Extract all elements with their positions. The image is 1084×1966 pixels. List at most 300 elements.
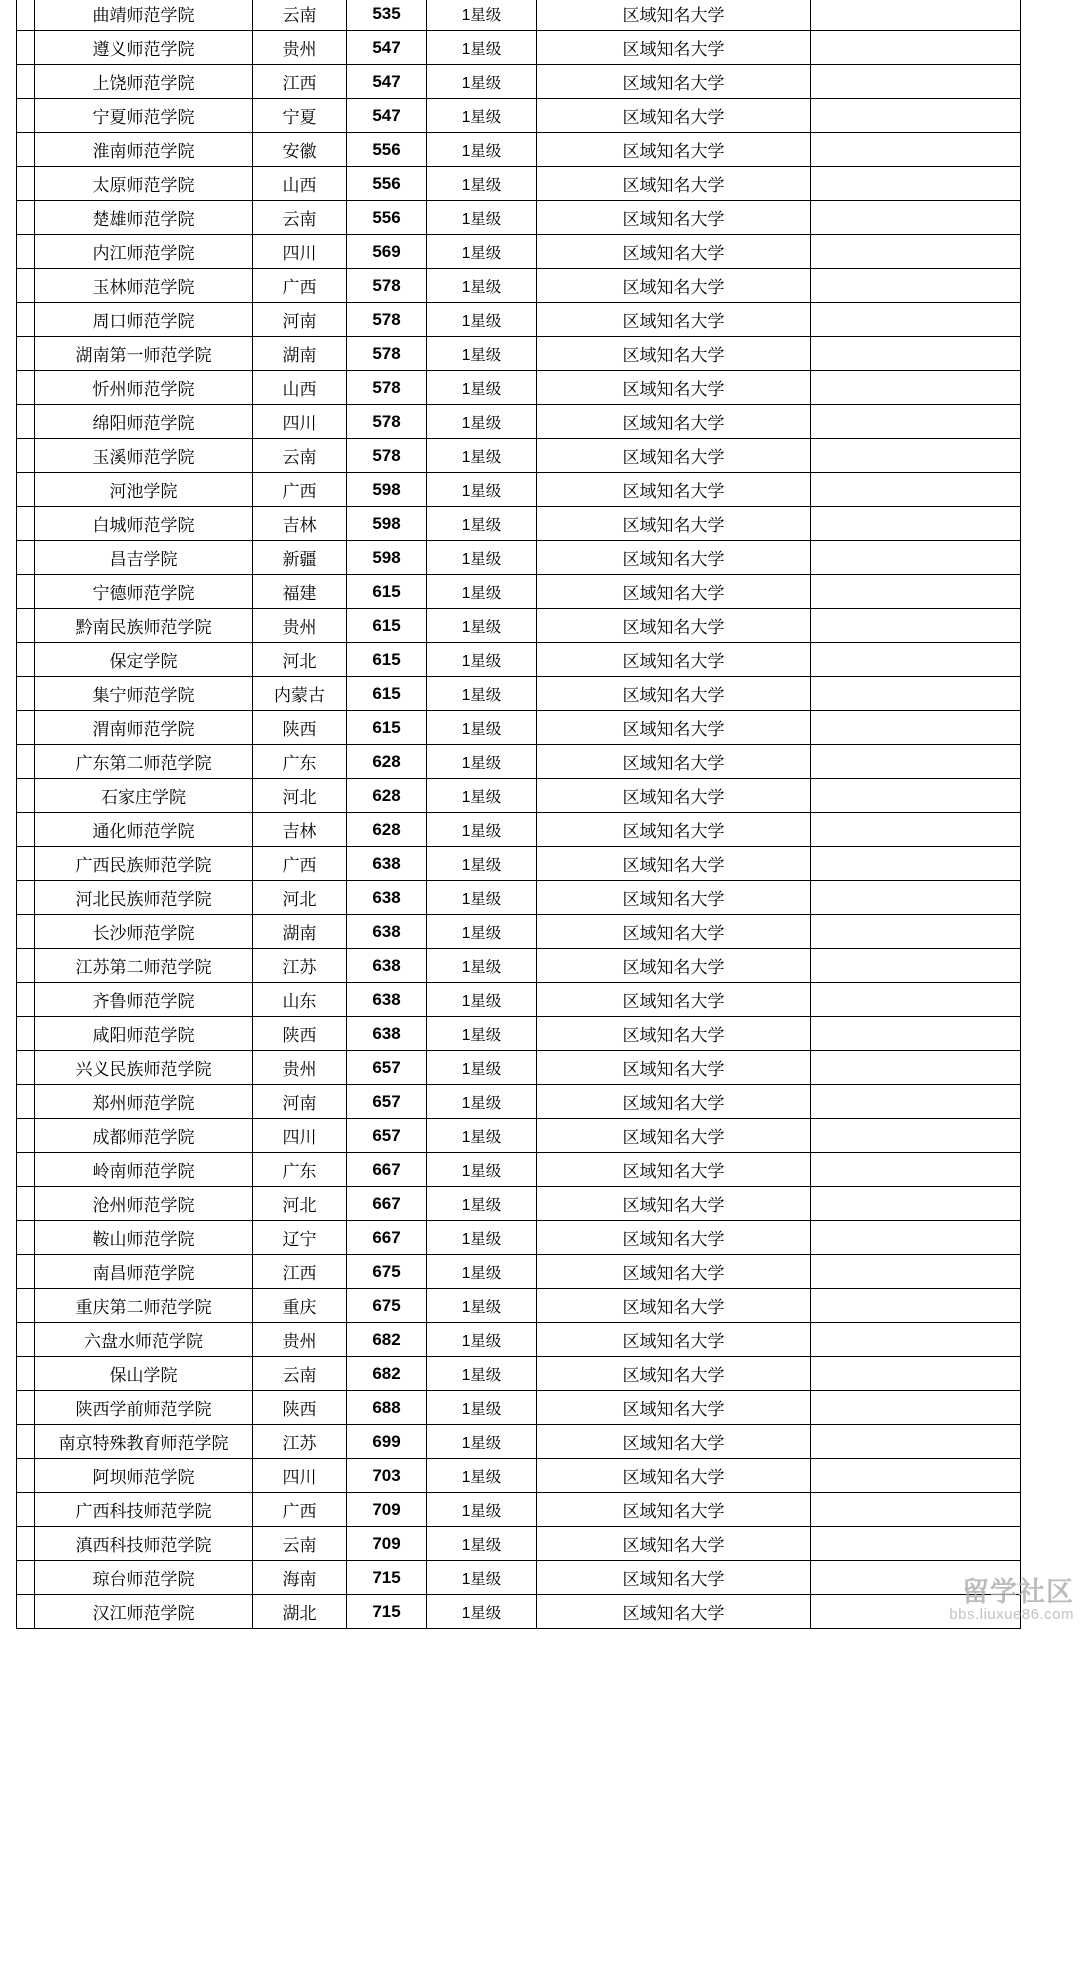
cell-national-rank: 682 (347, 1357, 427, 1391)
cell-province: 贵州 (253, 609, 347, 643)
cell-national-rank: 628 (347, 779, 427, 813)
cell-star-rating: 1星级 (427, 1357, 537, 1391)
cell-empty (811, 303, 1021, 337)
cell-national-rank: 598 (347, 473, 427, 507)
cell-school-name: 鞍山师范学院 (35, 1221, 253, 1255)
row-marker (17, 303, 35, 337)
cell-school-type: 区域知名大学 (537, 1357, 811, 1391)
cell-star-rating: 1星级 (427, 1221, 537, 1255)
table-row (17, 847, 1021, 881)
cell-school-type: 区域知名大学 (537, 1493, 811, 1527)
cell-star-rating: 1星级 (427, 643, 537, 677)
cell-star-rating: 1星级 (427, 303, 537, 337)
cell-empty (811, 813, 1021, 847)
table-row (17, 1561, 1021, 1595)
row-marker (17, 1425, 35, 1459)
cell-national-rank: 556 (347, 133, 427, 167)
cell-school-type: 区域知名大学 (537, 473, 811, 507)
cell-province: 吉林 (253, 813, 347, 847)
cell-empty (811, 1221, 1021, 1255)
cell-province: 云南 (253, 0, 347, 31)
cell-empty (811, 31, 1021, 65)
cell-province: 湖南 (253, 337, 347, 371)
cell-school-type: 区域知名大学 (537, 1221, 811, 1255)
table-row (17, 1051, 1021, 1085)
cell-star-rating: 1星级 (427, 1425, 537, 1459)
row-marker (17, 983, 35, 1017)
cell-national-rank: 615 (347, 575, 427, 609)
cell-school-type: 区域知名大学 (537, 575, 811, 609)
cell-national-rank: 547 (347, 65, 427, 99)
cell-school-name: 玉溪师范学院 (35, 439, 253, 473)
row-marker (17, 337, 35, 371)
row-marker (17, 65, 35, 99)
cell-empty (811, 371, 1021, 405)
cell-school-name: 忻州师范学院 (35, 371, 253, 405)
cell-school-name: 石家庄学院 (35, 779, 253, 813)
cell-school-type: 区域知名大学 (537, 881, 811, 915)
cell-star-rating: 1星级 (427, 1527, 537, 1561)
cell-province: 江苏 (253, 1425, 347, 1459)
cell-school-type: 区域知名大学 (537, 1289, 811, 1323)
cell-star-rating: 1星级 (427, 507, 537, 541)
cell-school-name: 淮南师范学院 (35, 133, 253, 167)
cell-star-rating: 1星级 (427, 1017, 537, 1051)
table-row (17, 0, 1021, 31)
cell-school-type: 区域知名大学 (537, 745, 811, 779)
cell-province: 河北 (253, 881, 347, 915)
cell-star-rating: 1星级 (427, 99, 537, 133)
cell-empty (811, 1119, 1021, 1153)
row-marker (17, 201, 35, 235)
cell-school-name: 广西科技师范学院 (35, 1493, 253, 1527)
cell-school-type: 区域知名大学 (537, 541, 811, 575)
cell-school-name: 保山学院 (35, 1357, 253, 1391)
cell-star-rating: 1星级 (427, 1289, 537, 1323)
table-row (17, 1221, 1021, 1255)
table-row (17, 983, 1021, 1017)
cell-star-rating: 1星级 (427, 813, 537, 847)
cell-star-rating: 1星级 (427, 201, 537, 235)
cell-national-rank: 657 (347, 1085, 427, 1119)
cell-star-rating: 1星级 (427, 167, 537, 201)
cell-province: 宁夏 (253, 99, 347, 133)
cell-school-name: 河北民族师范学院 (35, 881, 253, 915)
cell-province: 广西 (253, 269, 347, 303)
cell-school-name: 宁夏师范学院 (35, 99, 253, 133)
cell-star-rating: 1星级 (427, 1085, 537, 1119)
row-marker (17, 1561, 35, 1595)
cell-empty (811, 1425, 1021, 1459)
cell-school-type: 区域知名大学 (537, 643, 811, 677)
cell-star-rating: 1星级 (427, 1323, 537, 1357)
cell-school-type: 区域知名大学 (537, 235, 811, 269)
row-marker (17, 99, 35, 133)
table-row (17, 507, 1021, 541)
cell-empty (811, 1357, 1021, 1391)
row-marker (17, 167, 35, 201)
cell-province: 内蒙古 (253, 677, 347, 711)
cell-empty (811, 1085, 1021, 1119)
cell-school-name: 重庆第二师范学院 (35, 1289, 253, 1323)
cell-school-name: 兴义民族师范学院 (35, 1051, 253, 1085)
cell-province: 陕西 (253, 1017, 347, 1051)
table-row (17, 575, 1021, 609)
cell-school-name: 黔南民族师范学院 (35, 609, 253, 643)
table-row (17, 609, 1021, 643)
cell-school-type: 区域知名大学 (537, 167, 811, 201)
cell-star-rating: 1星级 (427, 269, 537, 303)
table-row (17, 269, 1021, 303)
cell-empty (811, 779, 1021, 813)
cell-empty (811, 949, 1021, 983)
table-row (17, 677, 1021, 711)
cell-school-type: 区域知名大学 (537, 439, 811, 473)
cell-national-rank: 667 (347, 1187, 427, 1221)
table-row (17, 1595, 1021, 1629)
cell-school-name: 咸阳师范学院 (35, 1017, 253, 1051)
cell-province: 陕西 (253, 711, 347, 745)
table-row (17, 541, 1021, 575)
cell-national-rank: 638 (347, 847, 427, 881)
cell-school-type: 区域知名大学 (537, 1425, 811, 1459)
cell-school-type: 区域知名大学 (537, 1187, 811, 1221)
table-row (17, 337, 1021, 371)
row-marker (17, 1289, 35, 1323)
cell-school-type: 区域知名大学 (537, 0, 811, 31)
cell-school-name: 遵义师范学院 (35, 31, 253, 65)
cell-school-type: 区域知名大学 (537, 949, 811, 983)
row-marker (17, 1595, 35, 1629)
cell-national-rank: 657 (347, 1051, 427, 1085)
cell-school-name: 保定学院 (35, 643, 253, 677)
cell-empty (811, 541, 1021, 575)
cell-national-rank: 578 (347, 405, 427, 439)
cell-star-rating: 1星级 (427, 881, 537, 915)
cell-star-rating: 1星级 (427, 31, 537, 65)
cell-empty (811, 609, 1021, 643)
table-row (17, 303, 1021, 337)
table-row (17, 473, 1021, 507)
table-row (17, 99, 1021, 133)
cell-school-name: 集宁师范学院 (35, 677, 253, 711)
cell-empty (811, 0, 1021, 31)
cell-school-type: 区域知名大学 (537, 711, 811, 745)
table-row (17, 881, 1021, 915)
table-row (17, 235, 1021, 269)
cell-school-name: 湖南第一师范学院 (35, 337, 253, 371)
cell-star-rating: 1星级 (427, 575, 537, 609)
cell-star-rating: 1星级 (427, 439, 537, 473)
cell-national-rank: 657 (347, 1119, 427, 1153)
cell-school-type: 区域知名大学 (537, 1017, 811, 1051)
table-row (17, 371, 1021, 405)
cell-empty (811, 1255, 1021, 1289)
row-marker (17, 813, 35, 847)
cell-school-type: 区域知名大学 (537, 1527, 811, 1561)
row-marker (17, 847, 35, 881)
cell-school-type: 区域知名大学 (537, 1561, 811, 1595)
cell-national-rank: 675 (347, 1255, 427, 1289)
cell-national-rank: 638 (347, 949, 427, 983)
cell-province: 河北 (253, 643, 347, 677)
cell-province: 新疆 (253, 541, 347, 575)
row-marker (17, 439, 35, 473)
cell-empty (811, 677, 1021, 711)
cell-national-rank: 547 (347, 99, 427, 133)
cell-national-rank: 615 (347, 609, 427, 643)
cell-school-type: 区域知名大学 (537, 1323, 811, 1357)
cell-national-rank: 615 (347, 643, 427, 677)
cell-school-name: 河池学院 (35, 473, 253, 507)
cell-star-rating: 1星级 (427, 0, 537, 31)
row-marker (17, 1527, 35, 1561)
cell-province: 四川 (253, 235, 347, 269)
table-row (17, 439, 1021, 473)
row-marker (17, 1017, 35, 1051)
cell-empty (811, 1051, 1021, 1085)
row-marker (17, 1153, 35, 1187)
cell-national-rank: 715 (347, 1561, 427, 1595)
table-row (17, 1187, 1021, 1221)
cell-province: 云南 (253, 1527, 347, 1561)
cell-school-name: 玉林师范学院 (35, 269, 253, 303)
cell-national-rank: 709 (347, 1493, 427, 1527)
row-marker (17, 575, 35, 609)
cell-province: 云南 (253, 1357, 347, 1391)
cell-empty (811, 711, 1021, 745)
table-row (17, 1085, 1021, 1119)
cell-empty (811, 235, 1021, 269)
cell-empty (811, 1391, 1021, 1425)
row-marker (17, 1323, 35, 1357)
cell-empty (811, 405, 1021, 439)
row-marker (17, 133, 35, 167)
cell-school-name: 长沙师范学院 (35, 915, 253, 949)
cell-star-rating: 1星级 (427, 405, 537, 439)
cell-province: 广西 (253, 1493, 347, 1527)
row-marker (17, 677, 35, 711)
cell-star-rating: 1星级 (427, 1255, 537, 1289)
cell-school-name: 成都师范学院 (35, 1119, 253, 1153)
cell-national-rank: 569 (347, 235, 427, 269)
row-marker (17, 235, 35, 269)
watermark-url: bbs.liuxue86.com (949, 1606, 1074, 1623)
cell-star-rating: 1星级 (427, 1153, 537, 1187)
row-marker (17, 881, 35, 915)
row-marker (17, 507, 35, 541)
cell-province: 海南 (253, 1561, 347, 1595)
table-row (17, 711, 1021, 745)
cell-school-name: 白城师范学院 (35, 507, 253, 541)
cell-school-name: 楚雄师范学院 (35, 201, 253, 235)
cell-province: 福建 (253, 575, 347, 609)
cell-province: 山西 (253, 371, 347, 405)
cell-school-name: 南京特殊教育师范学院 (35, 1425, 253, 1459)
cell-empty (811, 745, 1021, 779)
cell-school-type: 区域知名大学 (537, 371, 811, 405)
cell-province: 山东 (253, 983, 347, 1017)
row-marker (17, 473, 35, 507)
row-marker (17, 711, 35, 745)
cell-school-name: 广西民族师范学院 (35, 847, 253, 881)
cell-school-name: 周口师范学院 (35, 303, 253, 337)
cell-empty (811, 1187, 1021, 1221)
table-row (17, 167, 1021, 201)
table-row (17, 1357, 1021, 1391)
cell-province: 广西 (253, 473, 347, 507)
cell-empty (811, 1017, 1021, 1051)
cell-province: 河南 (253, 1085, 347, 1119)
table-row (17, 1017, 1021, 1051)
cell-star-rating: 1星级 (427, 541, 537, 575)
cell-national-rank: 615 (347, 677, 427, 711)
cell-school-type: 区域知名大学 (537, 1119, 811, 1153)
cell-school-name: 岭南师范学院 (35, 1153, 253, 1187)
row-marker (17, 949, 35, 983)
cell-province: 云南 (253, 439, 347, 473)
table-row (17, 813, 1021, 847)
cell-national-rank: 638 (347, 915, 427, 949)
row-marker (17, 1391, 35, 1425)
cell-empty (811, 133, 1021, 167)
cell-empty (811, 473, 1021, 507)
cell-empty (811, 269, 1021, 303)
cell-star-rating: 1星级 (427, 65, 537, 99)
cell-star-rating: 1星级 (427, 745, 537, 779)
row-marker (17, 915, 35, 949)
cell-school-type: 区域知名大学 (537, 507, 811, 541)
cell-national-rank: 715 (347, 1595, 427, 1629)
cell-star-rating: 1星级 (427, 1595, 537, 1629)
cell-national-rank: 547 (347, 31, 427, 65)
cell-national-rank: 703 (347, 1459, 427, 1493)
cell-star-rating: 1星级 (427, 915, 537, 949)
table-row (17, 65, 1021, 99)
cell-school-type: 区域知名大学 (537, 1595, 811, 1629)
table-row (17, 1425, 1021, 1459)
cell-school-name: 六盘水师范学院 (35, 1323, 253, 1357)
cell-school-type: 区域知名大学 (537, 609, 811, 643)
row-marker (17, 1085, 35, 1119)
cell-national-rank: 578 (347, 371, 427, 405)
table-row (17, 405, 1021, 439)
cell-school-type: 区域知名大学 (537, 915, 811, 949)
table-row (17, 779, 1021, 813)
cell-school-type: 区域知名大学 (537, 65, 811, 99)
cell-empty (811, 643, 1021, 677)
cell-province: 四川 (253, 405, 347, 439)
cell-school-type: 区域知名大学 (537, 1391, 811, 1425)
cell-school-name: 太原师范学院 (35, 167, 253, 201)
cell-national-rank: 638 (347, 881, 427, 915)
cell-school-name: 琼台师范学院 (35, 1561, 253, 1595)
cell-province: 吉林 (253, 507, 347, 541)
row-marker (17, 1357, 35, 1391)
university-ranking-table (16, 0, 1021, 1629)
cell-school-name: 齐鲁师范学院 (35, 983, 253, 1017)
cell-province: 广西 (253, 847, 347, 881)
row-marker (17, 1221, 35, 1255)
cell-national-rank: 598 (347, 541, 427, 575)
cell-school-type: 区域知名大学 (537, 31, 811, 65)
cell-star-rating: 1星级 (427, 1051, 537, 1085)
table-row (17, 1527, 1021, 1561)
cell-national-rank: 667 (347, 1153, 427, 1187)
table-row (17, 1289, 1021, 1323)
cell-empty (811, 1153, 1021, 1187)
cell-school-type: 区域知名大学 (537, 201, 811, 235)
cell-school-name: 汉江师范学院 (35, 1595, 253, 1629)
cell-province: 山西 (253, 167, 347, 201)
cell-empty (811, 507, 1021, 541)
cell-school-name: 陕西学前师范学院 (35, 1391, 253, 1425)
cell-school-type: 区域知名大学 (537, 813, 811, 847)
cell-national-rank: 578 (347, 269, 427, 303)
cell-star-rating: 1星级 (427, 235, 537, 269)
cell-empty (811, 201, 1021, 235)
cell-national-rank: 667 (347, 1221, 427, 1255)
row-marker (17, 1459, 35, 1493)
cell-empty (811, 881, 1021, 915)
cell-school-name: 沧州师范学院 (35, 1187, 253, 1221)
cell-province: 广东 (253, 745, 347, 779)
cell-province: 河北 (253, 779, 347, 813)
cell-province: 江苏 (253, 949, 347, 983)
cell-school-type: 区域知名大学 (537, 303, 811, 337)
cell-star-rating: 1星级 (427, 949, 537, 983)
cell-national-rank: 535 (347, 0, 427, 31)
cell-school-type: 区域知名大学 (537, 337, 811, 371)
table-row (17, 1391, 1021, 1425)
table-row (17, 643, 1021, 677)
cell-province: 贵州 (253, 31, 347, 65)
cell-empty (811, 167, 1021, 201)
cell-province: 广东 (253, 1153, 347, 1187)
cell-school-type: 区域知名大学 (537, 1051, 811, 1085)
cell-school-type: 区域知名大学 (537, 983, 811, 1017)
cell-star-rating: 1星级 (427, 1561, 537, 1595)
cell-province: 江西 (253, 65, 347, 99)
table-row (17, 201, 1021, 235)
watermark-title: 留学社区 (962, 1576, 1074, 1607)
cell-star-rating: 1星级 (427, 371, 537, 405)
cell-empty (811, 1561, 1021, 1595)
cell-national-rank: 628 (347, 745, 427, 779)
cell-school-name: 昌吉学院 (35, 541, 253, 575)
cell-school-type: 区域知名大学 (537, 847, 811, 881)
cell-star-rating: 1星级 (427, 337, 537, 371)
cell-school-type: 区域知名大学 (537, 779, 811, 813)
cell-province: 安徽 (253, 133, 347, 167)
cell-empty (811, 99, 1021, 133)
cell-school-name: 滇西科技师范学院 (35, 1527, 253, 1561)
cell-national-rank: 638 (347, 983, 427, 1017)
table-body (17, 0, 1021, 1629)
cell-empty (811, 1459, 1021, 1493)
cell-national-rank: 578 (347, 303, 427, 337)
cell-empty (811, 1595, 1021, 1629)
table-row (17, 1153, 1021, 1187)
cell-national-rank: 688 (347, 1391, 427, 1425)
cell-national-rank: 556 (347, 201, 427, 235)
cell-province: 四川 (253, 1119, 347, 1153)
row-marker (17, 31, 35, 65)
cell-province: 湖北 (253, 1595, 347, 1629)
row-marker (17, 745, 35, 779)
cell-star-rating: 1星级 (427, 1459, 537, 1493)
table-row (17, 133, 1021, 167)
